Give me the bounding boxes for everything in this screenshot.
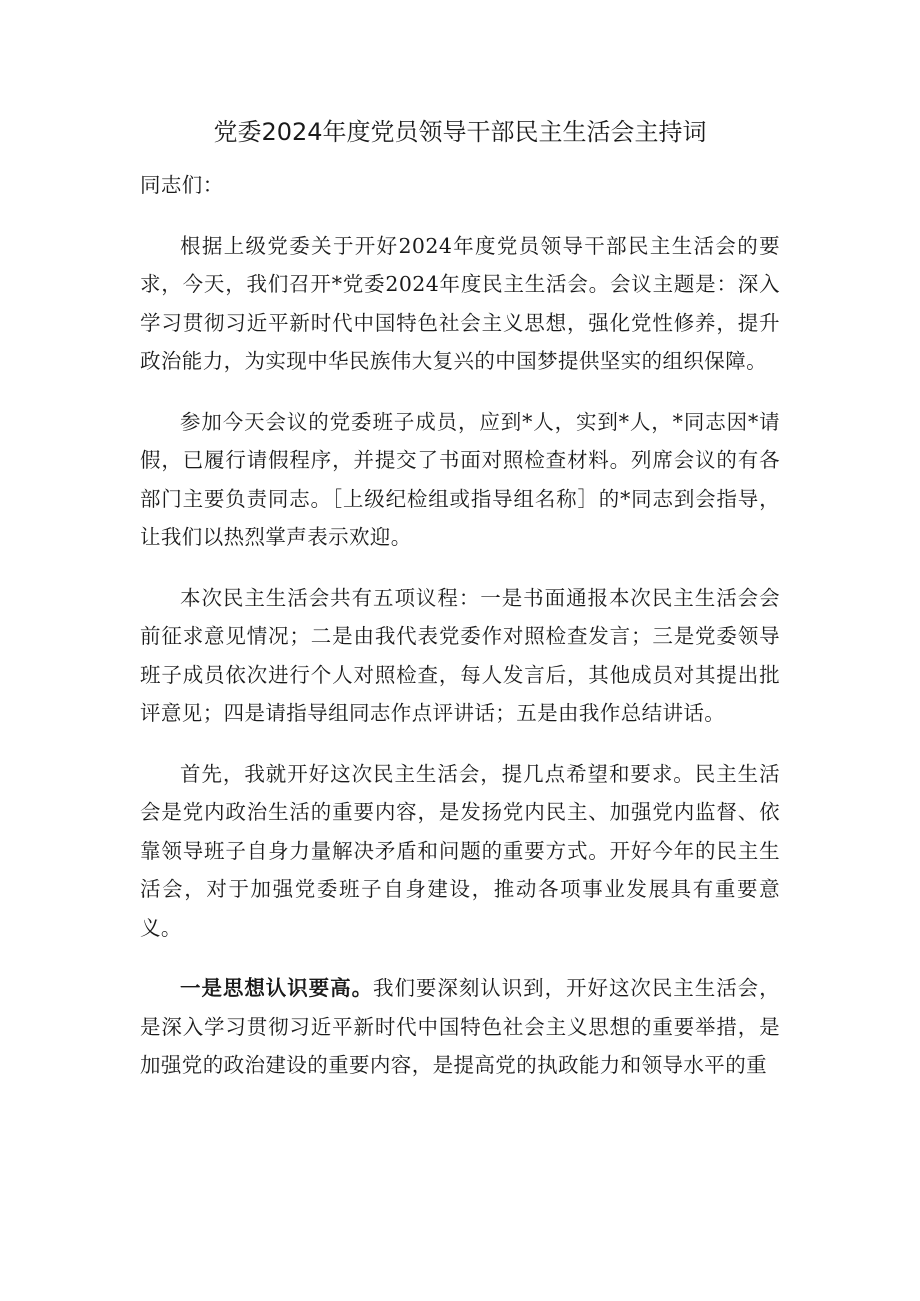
paragraph-meeting-theme: 根据上级党委关于开好2024年度党员领导干部民主生活会的要求，今天，我们召开*党委2024年度民主生活会。会议主题是：深入学习贯彻习近平新时代中国特色社会主义思想，强化党性修养，提升政治能力，为实现中华民族伟大复兴的中国梦提供坚实的组织保障。 [140, 233, 780, 373]
point-one-text: 我们要深刻认识到，开好这次民主生活会，是深入学习贯彻习近平新时代中国特色社会主义思想的重要举措，是加强党的政治建设的重要内容，是提高党的执政能力和领导水平的重 [140, 976, 780, 1077]
document-title: 党委2024年度党员领导干部民主生活会主持词 [213, 118, 707, 146]
paragraph-agenda: 本次民主生活会共有五项议程：一是书面通报本次民主生活会会前征求意见情况；二是由我代表党委作对照检查发言；三是党委领导班子成员依次进行个人对照检查，每人发言后，其他成员对其提出批评意见；四是请指导组同志作点评讲话；五是由我作总结讲话。 [140, 585, 780, 725]
salutation: 同志们： [140, 173, 224, 197]
paragraph-point-one [140, 969, 780, 1085]
paragraph-attendance: 参加今天会议的党委班子成员，应到*人，实到*人，*同志因*请假，已履行请假程序，并提交了书面对照检查材料。列席会议的有各部门主要负责同志。［上级纪检组或指导组名称］的*同志到会指导，让我们以热烈掌声表示欢迎。 [140, 409, 780, 549]
document-body [140, 166, 780, 1085]
paragraph-requirements: 首先，我就开好这次民主生活会，提几点希望和要求。民主生活会是党内政治生活的重要内容，是发扬党内民主、加强党内监督、依靠领导班子自身力量解决矛盾和问题的重要方式。开好今年的民主生活会，对于加强党委班子自身建设，推动各项事业发展具有重要意义。 [140, 761, 780, 940]
point-one-heading: 一是思想认识要高。 [180, 976, 374, 1000]
